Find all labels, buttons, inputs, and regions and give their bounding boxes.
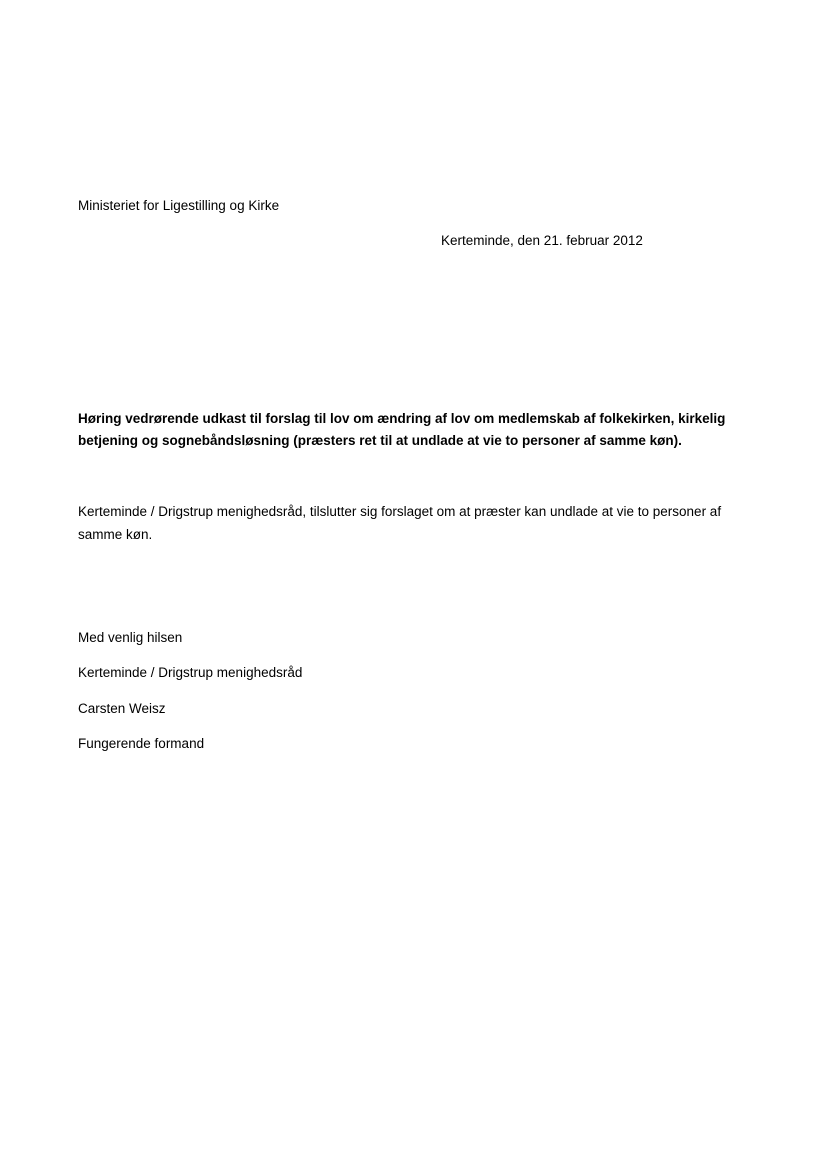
place-and-date: Kerteminde, den 21. februar 2012 [441,233,643,248]
letter-subject: Høring vedrørende udkast til forslag til lov om ændring af lov om medlemskab af folkekirken, kirkelig betjening og sognebåndsløsning (præsters ret til at undlade at vie to personer af samme køn). [78,411,726,448]
signatory-title: Fungerende formand [78,736,205,751]
signatory-name: Carsten Weisz [78,701,166,716]
closing-greeting: Med venlig hilsen [78,630,183,645]
recipient-address: Ministeriet for Ligestilling og Kirke [78,198,280,213]
letter-body: Kerteminde / Drigstrup menighedsråd, tilslutter sig forslaget om at præster kan undlade at vie to personer af samme køn. [78,504,722,542]
sender-council: Kerteminde / Drigstrup menighedsråd [78,665,303,680]
